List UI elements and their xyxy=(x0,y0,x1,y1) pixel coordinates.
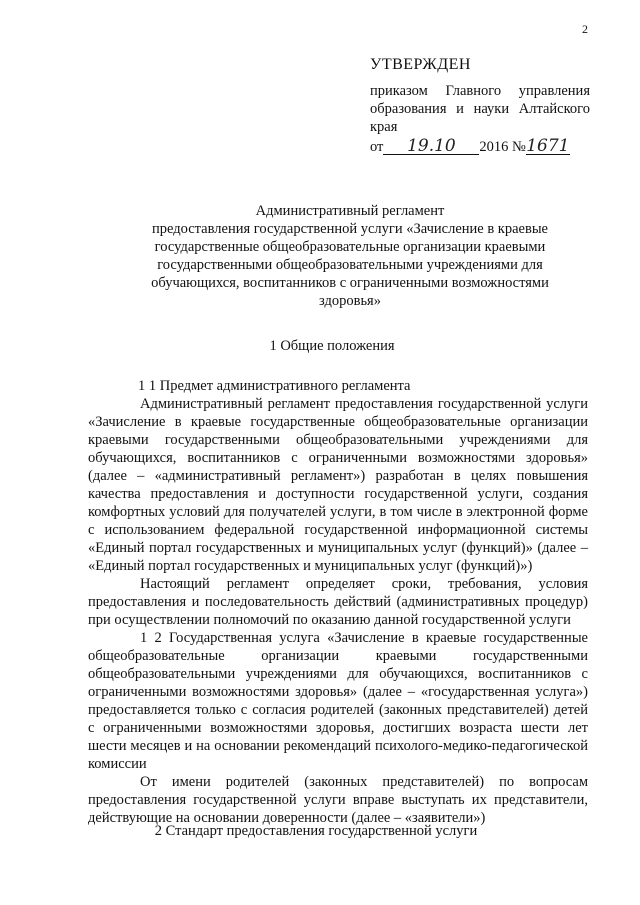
title-line: Административный регламент xyxy=(255,203,445,219)
approval-line: приказом Главного управления xyxy=(370,83,590,99)
paragraph: Настоящий регламент определяет сроки, требования, условия предоставления и последовательность действий (административных процедур) при осуществлении полномочий по оказанию данной государственной услуги xyxy=(88,576,588,628)
page-number: 2 xyxy=(582,22,588,36)
approval-line: образования и науки Алтайского xyxy=(370,101,590,117)
handwritten-order-number: 1671 xyxy=(526,136,570,156)
date-prefix: от xyxy=(370,139,384,155)
handwritten-date: 19.10 xyxy=(383,138,479,155)
approval-heading: УТВЕРЖДЕН xyxy=(370,56,471,73)
section-heading-2: 2 Стандарт предоставления государственной услуги xyxy=(154,823,478,839)
subsection-heading: 1 1 Предмет административного регламента xyxy=(138,378,411,394)
paragraph: 1 2 Государственная услуга «Зачисление в краевые государственные общеобразовательные организации краевыми государственными общеобразовательными учреждениями для обучающихся, воспитанников с ограниченными возможностями здоровья» (далее – «государственная услуга») предоставляется только с согласия родителей (законных представителей) детей с ограниченными возможностями здоровья, достигших возраста шести лет шести месяцев и на основании рекомендаций психолого-медико-педагогической комиссии xyxy=(88,630,588,772)
approval-block xyxy=(370,56,590,156)
section-heading-1: 1 Общие положения xyxy=(269,338,395,354)
approval-line: края xyxy=(370,119,398,135)
title-body: предоставления государственной услуги «Зачисление в краевые государственные общеобразовательные организации краевыми государственными общеобразовательными учреждениями для обучающихся, воспитанников с ограниченными возможностями здоровья» xyxy=(151,221,549,309)
document-body xyxy=(88,377,588,827)
paragraph: Административный регламент предоставления государственной услуги «Зачисление в краевые государственные общеобразовательные организации краевыми государственными общеобразовательными учреждениями для обучающихся, воспитанников с ограниченными возможностями здоровья» (далее – «административный регламент») разработан в целях повышения качества предоставления и доступности государственной услуги, создания комфортных условий для получателей услуги, в том числе в электронной форме с использованием федеральной государственной информационной системы «Единый портал государственных и муниципальных услуг (функций)» (далее – «Единый портал государственных и муниципальных услуг (функций)») xyxy=(88,396,588,574)
document-title xyxy=(130,202,570,310)
approval-date-row xyxy=(370,138,590,156)
year-number-label: 2016 № xyxy=(479,139,526,155)
paragraph: От имени родителей (законных представителей) по вопросам предоставления государственной услуги вправе выступать их представители, действующие на основании доверенности (далее – «заявители») xyxy=(88,774,588,826)
